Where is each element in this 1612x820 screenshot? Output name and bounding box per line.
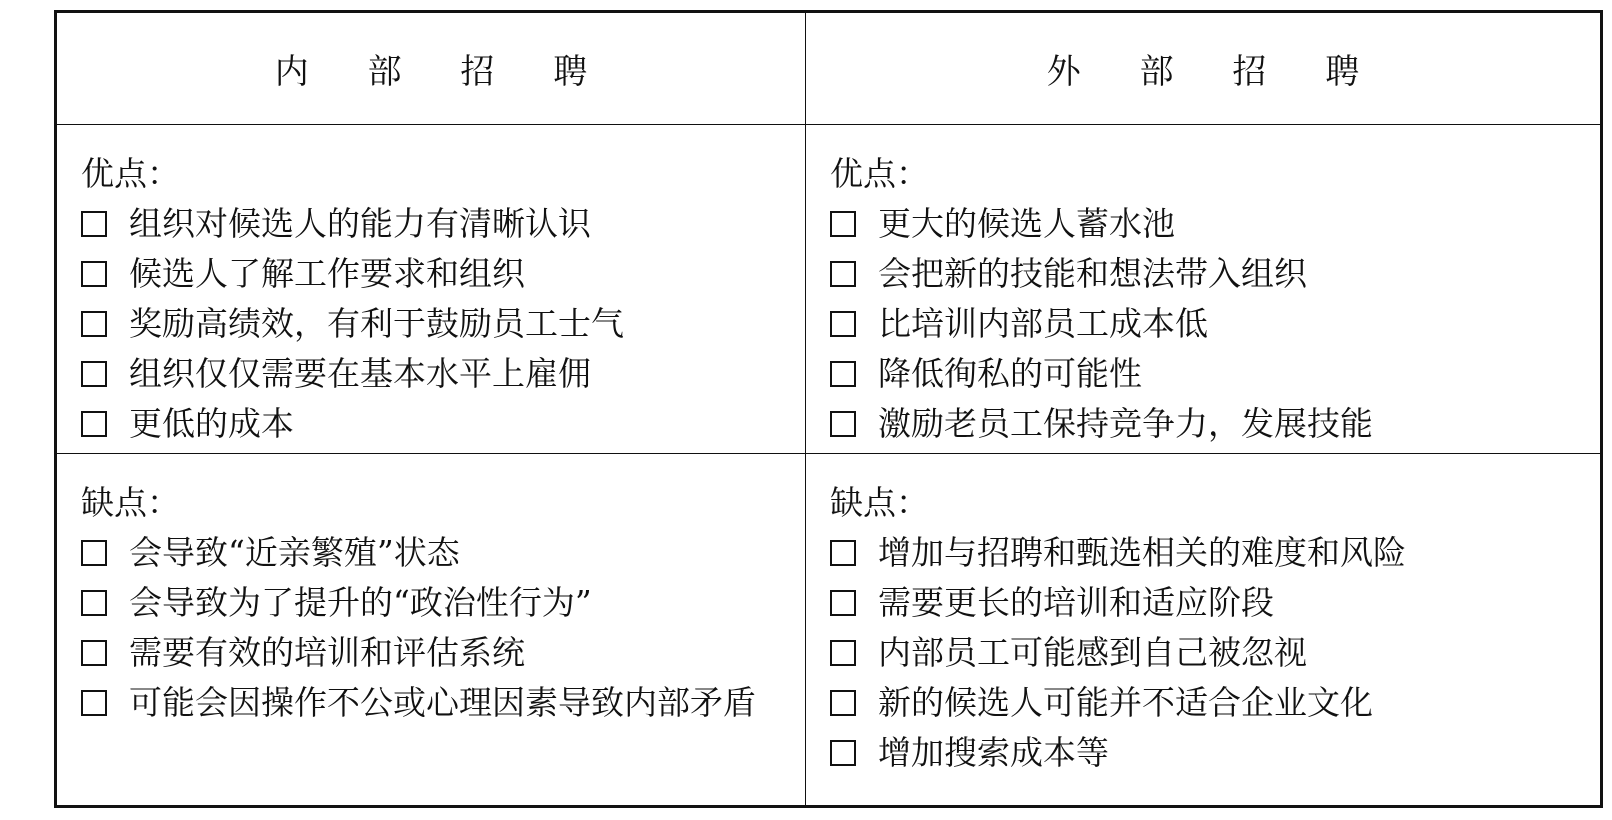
- checkbox-square-icon: [830, 690, 856, 716]
- checklist-item: [81, 299, 785, 349]
- checklist: [81, 199, 785, 449]
- checklist-item-text: 会导致“近亲繁殖”状态: [129, 533, 460, 572]
- checkbox-square-icon: [81, 311, 107, 337]
- checklist-item-text: 激励老员工保持竞争力，发展技能: [878, 404, 1373, 443]
- checkbox-square-icon: [81, 361, 107, 387]
- checkbox-square-icon: [830, 311, 856, 337]
- section-label: 缺点：: [81, 483, 180, 522]
- checklist-item: [830, 249, 1580, 299]
- checklist-item: [830, 628, 1580, 678]
- checklist-item: [830, 578, 1580, 628]
- checklist-item: [81, 678, 785, 728]
- checklist-item-text: 内部员工可能感到自己被忽视: [878, 633, 1307, 672]
- checkbox-square-icon: [830, 540, 856, 566]
- section-label: 缺点：: [830, 483, 929, 522]
- checklist-item: [81, 249, 785, 299]
- checklist-item-text: 候选人了解工作要求和组织: [129, 254, 525, 293]
- header-internal-text: 内 部 招 聘: [274, 52, 612, 92]
- section-label: 优点：: [81, 154, 180, 193]
- checklist: [830, 199, 1580, 449]
- checklist-item: [830, 528, 1580, 578]
- checklist-item-text: 需要有效的培训和评估系统: [129, 633, 525, 672]
- checklist-item: [81, 199, 785, 249]
- disadvantages-row: [56, 454, 1602, 807]
- checklist-item-text: 会把新的技能和想法带入组织: [878, 254, 1307, 293]
- checklist-item: [830, 399, 1580, 449]
- checklist-item-text: 组织仅仅需要在基本水平上雇佣: [129, 354, 591, 393]
- checkbox-square-icon: [81, 261, 107, 287]
- checklist-item-text: 组织对候选人的能力有清晰认识: [129, 204, 591, 243]
- checklist-item: [830, 728, 1580, 778]
- checklist-item: [830, 349, 1580, 399]
- checklist-item-text: 可能会因操作不公或心理因素导致内部矛盾: [129, 683, 756, 722]
- checklist-item: [830, 299, 1580, 349]
- checklist-item: [81, 628, 785, 678]
- checklist-item: [830, 199, 1580, 249]
- checklist-item: [830, 678, 1580, 728]
- checklist-item-text: 更大的候选人蓄水池: [878, 204, 1175, 243]
- checkbox-square-icon: [830, 261, 856, 287]
- checklist-item-text: 比培训内部员工成本低: [878, 304, 1208, 343]
- checklist-item-text: 会导致为了提升的“政治性行为”: [129, 583, 592, 622]
- checklist-item: [81, 349, 785, 399]
- external-advantages-cell: [806, 125, 1602, 454]
- comparison-table: [54, 10, 1603, 808]
- internal-advantages-cell: [56, 125, 806, 454]
- header-external-text: 外 部 招 聘: [1046, 52, 1384, 92]
- checkbox-square-icon: [830, 411, 856, 437]
- header-row: [56, 12, 1602, 125]
- checkbox-square-icon: [830, 590, 856, 616]
- checkbox-square-icon: [81, 211, 107, 237]
- checkbox-square-icon: [830, 740, 856, 766]
- internal-disadvantages-cell: [56, 454, 806, 807]
- section-label: 优点：: [830, 154, 929, 193]
- header-internal: [56, 12, 806, 125]
- checklist-item: [81, 399, 785, 449]
- checkbox-square-icon: [830, 361, 856, 387]
- checklist-item-text: 降低徇私的可能性: [878, 354, 1142, 393]
- external-disadvantages-cell: [806, 454, 1602, 807]
- advantages-row: [56, 125, 1602, 454]
- checklist-item-text: 增加与招聘和甄选相关的难度和风险: [878, 533, 1406, 572]
- checklist: [830, 528, 1580, 778]
- checklist-item-text: 增加搜索成本等: [878, 733, 1109, 772]
- checkbox-square-icon: [81, 540, 107, 566]
- checkbox-square-icon: [830, 640, 856, 666]
- checklist-item-text: 新的候选人可能并不适合企业文化: [878, 683, 1373, 722]
- checklist-item-text: 奖励高绩效，有利于鼓励员工士气: [129, 304, 624, 343]
- checklist: [81, 528, 785, 728]
- checkbox-square-icon: [81, 640, 107, 666]
- header-external: [806, 12, 1602, 125]
- checkbox-square-icon: [81, 590, 107, 616]
- checklist-item-text: 需要更长的培训和适应阶段: [878, 583, 1274, 622]
- checkbox-square-icon: [81, 690, 107, 716]
- checkbox-square-icon: [830, 211, 856, 237]
- checklist-item: [81, 578, 785, 628]
- checklist-item-text: 更低的成本: [129, 404, 294, 443]
- checkbox-square-icon: [81, 411, 107, 437]
- checklist-item: [81, 528, 785, 578]
